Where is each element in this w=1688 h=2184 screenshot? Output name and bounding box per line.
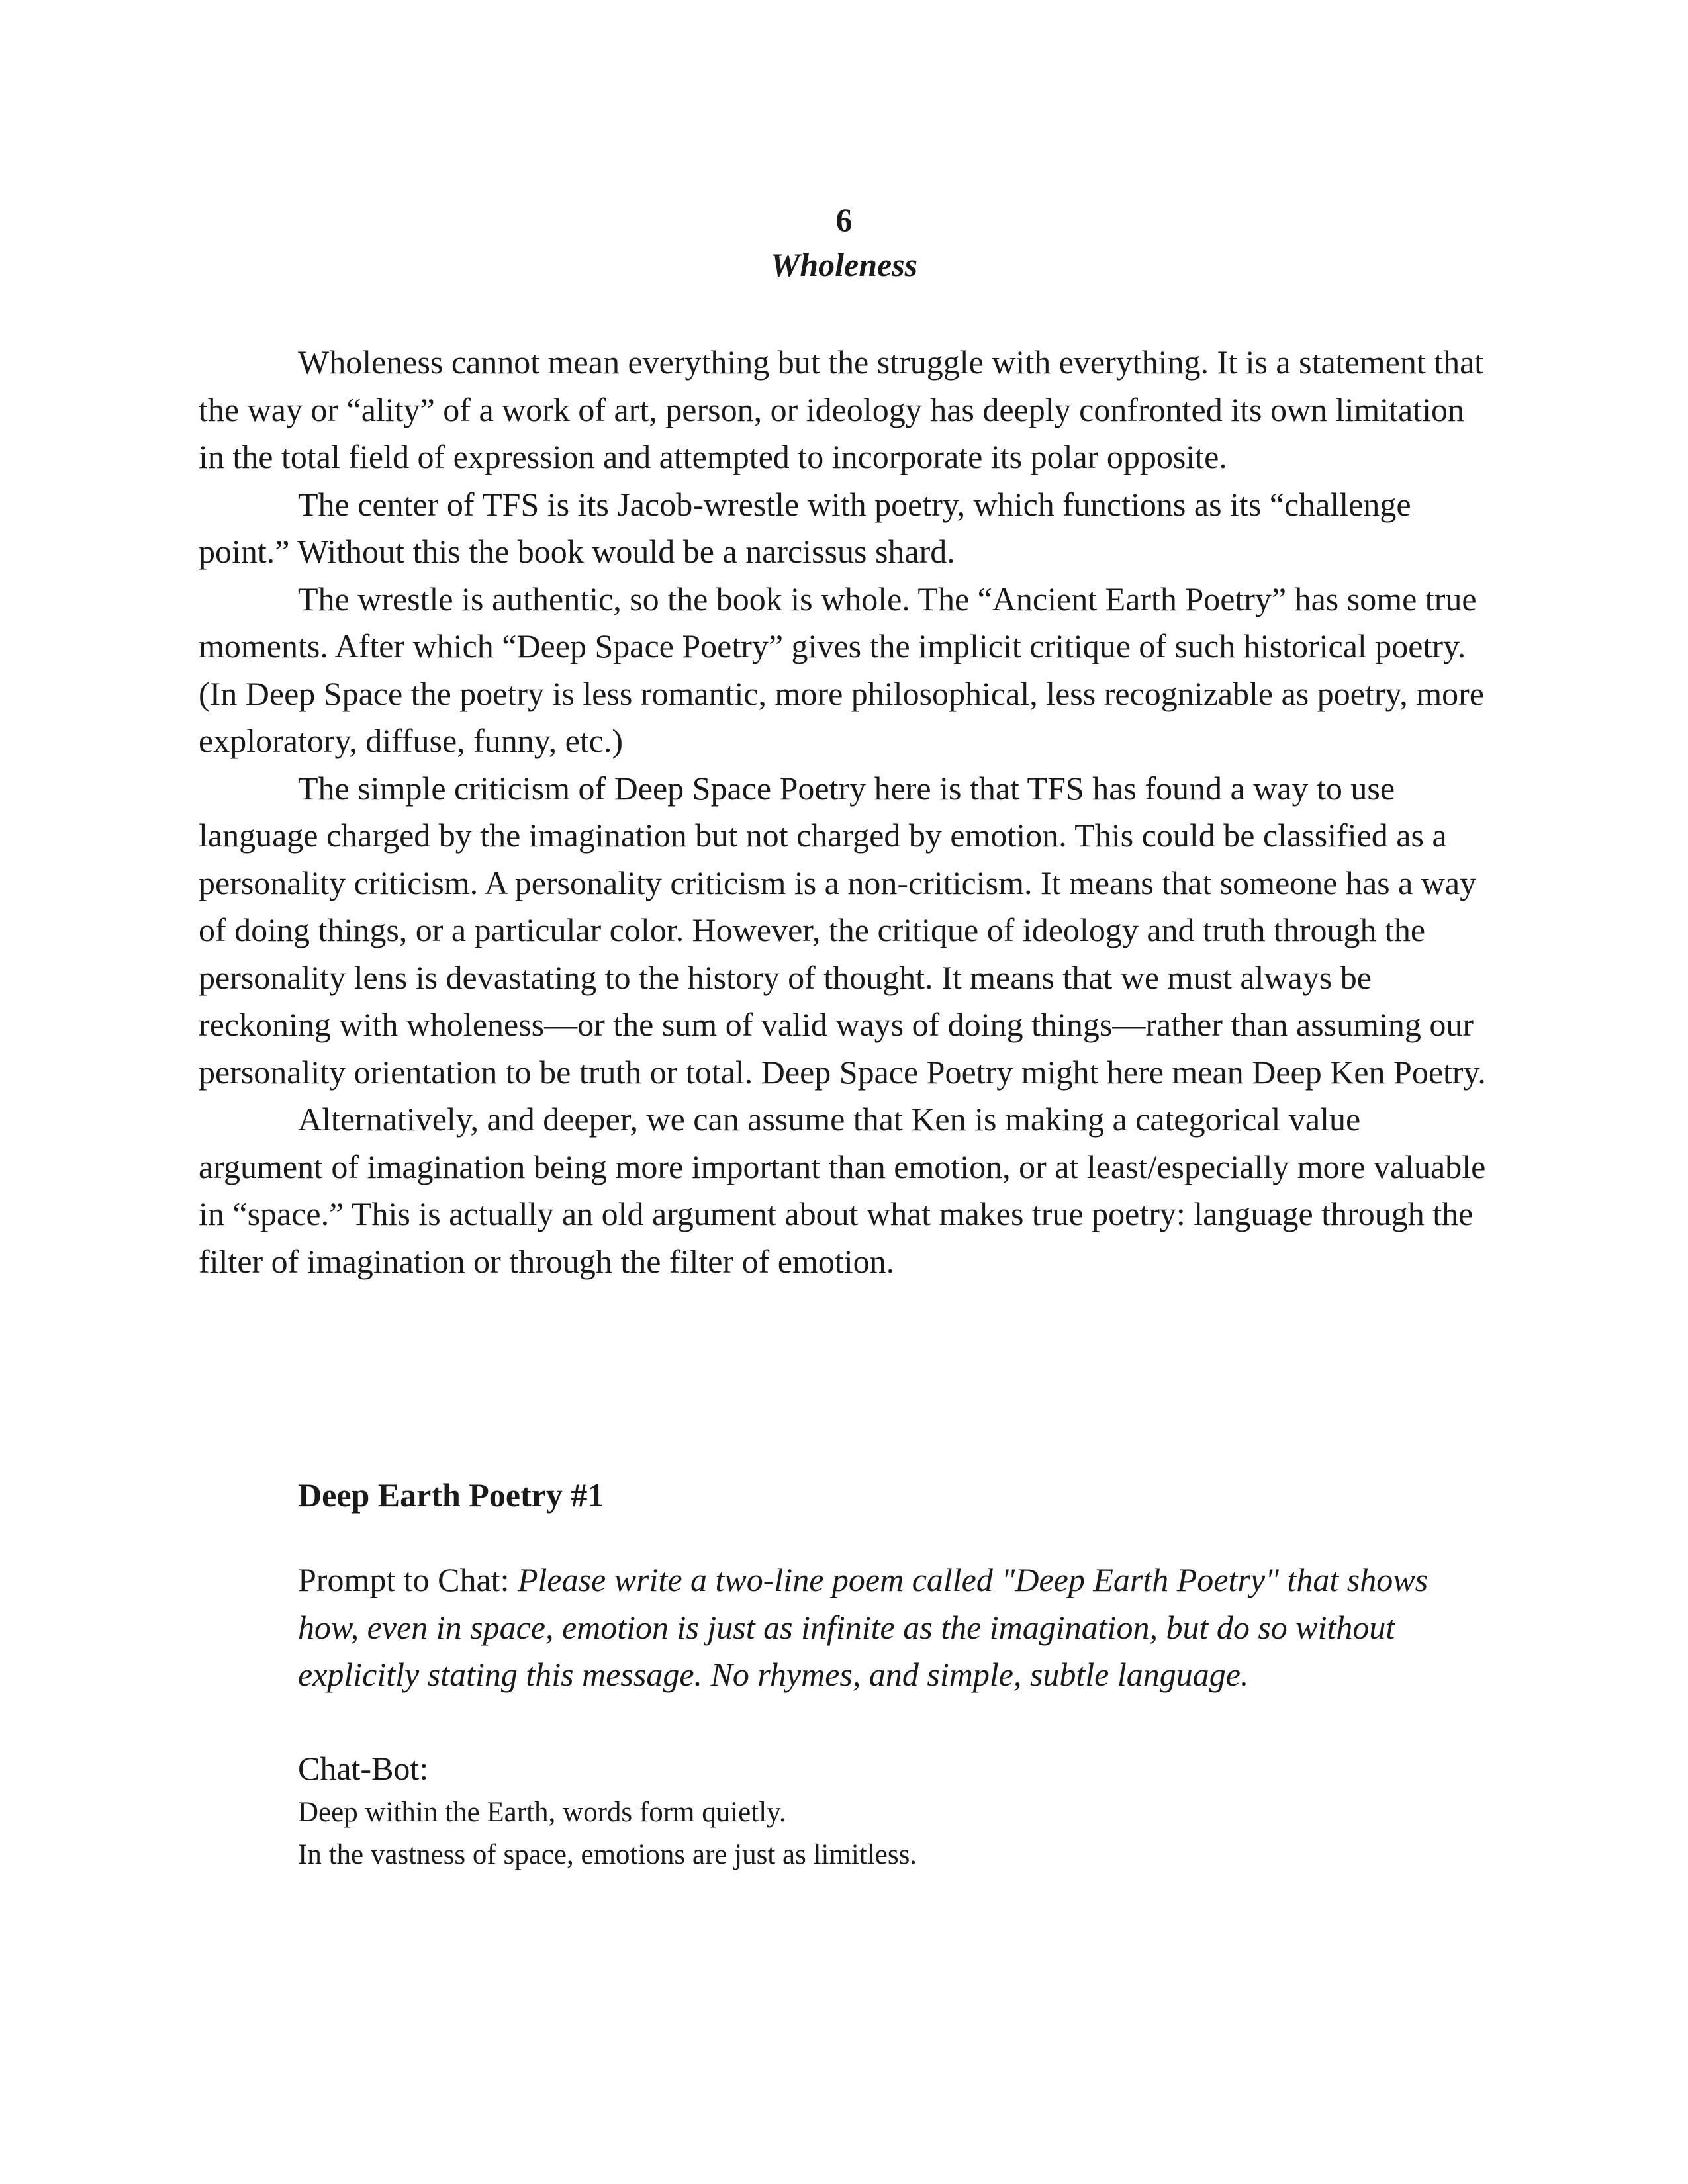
essay-paragraph: The wrestle is authentic, so the book is whole. The “Ancient Earth Poetry” has some true moments. After which “Deep Space Poetry” gives the implicit critique of such historical poetry. (In Deep Space the poetry is less romantic, more philosophical, less recognizable as poetry, more exploratory, diffuse, funny, etc.) (199, 580, 1484, 759)
chapter-number: 6 (835, 201, 853, 238)
essay-paragraph: The center of TFS is its Jacob-wrestle with poetry, which functions as its “challenge point.” Without this the book would be a narcissus shard. (199, 485, 1411, 570)
essay-paragraph: The simple criticism of Deep Space Poetry here is that TFS has found a way to use language charged by the imagination but not charged by emotion. This could be classified as a personality criticism. A personality criticism is a non-criticism. It means that someone has a way of doing things, or a particular color. However, the critique of ideology and truth through the personality lens is devastating to the history of thought. It means that we must always be reckoning with wholeness—or the sum of valid ways of doing things—rather than assuming our personality orientation to be truth or total. Deep Space Poetry might here mean Deep Ken Poetry. (199, 769, 1486, 1091)
prompt-block (298, 1557, 1489, 1699)
poem-heading: Deep Earth Poetry #1 (298, 1477, 604, 1514)
prompt-label: Prompt to Chat: (298, 1561, 510, 1598)
essay-paragraph: Alternatively, and deeper, we can assume that Ken is making a categorical value argument of imagination being more important than emotion, or at least/especially more valuable in “space.” This is actually an old argument about what makes true poetry: language through the filter of imagination or through the filter of emotion. (199, 1101, 1486, 1280)
poem-line: Deep within the Earth, words form quietly. (298, 1796, 786, 1828)
essay-paragraph: Wholeness cannot mean everything but the struggle with everything. It is a statement that the way or “ality” of a work of art, person, or ideology has deeply confronted its own limitation in the total field of expression and attempted to incorporate its polar opposite. (199, 343, 1484, 475)
poem-line: In the vastness of space, emotions are just as limitless. (298, 1839, 917, 1870)
prompt-text: Please write a two-line poem called "Deep Earth Poetry" that shows how, even in space, emotion is just as infinite as the imagination, but do so without explicitly stating this message. No rhymes, and simple, subtle language. (298, 1561, 1429, 1693)
poem-section (298, 1472, 1489, 1876)
essay-body (199, 339, 1489, 1285)
poem-lines (298, 1792, 1489, 1876)
chapter-title: Wholeness (770, 246, 918, 283)
chatbot-label: Chat-Bot: (298, 1749, 429, 1787)
